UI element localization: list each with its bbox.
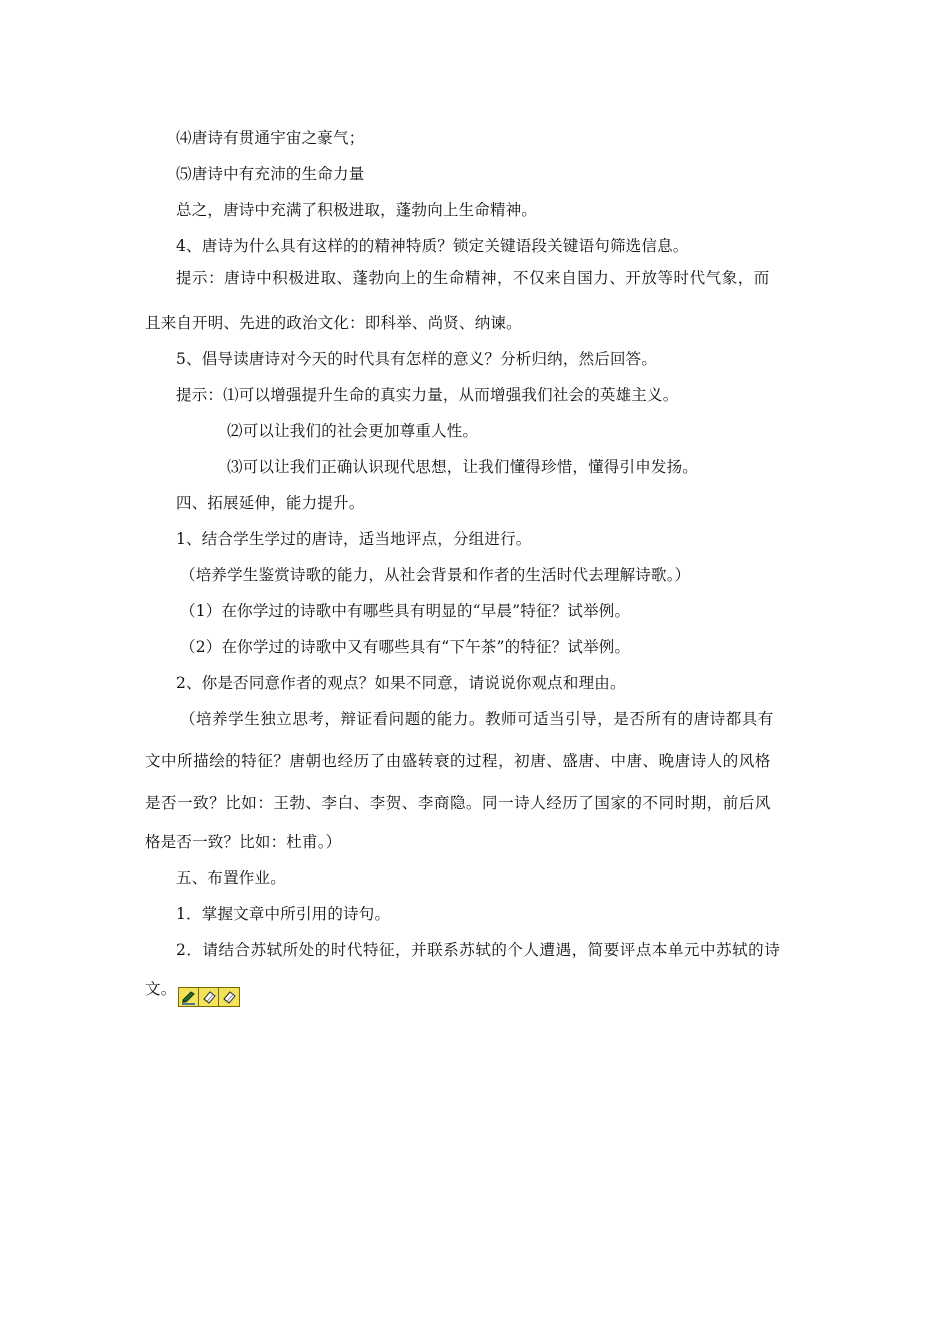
text-line: 文中所描绘的特征？唐朝也经历了由盛转衰的过程，初唐、盛唐、中唐、晚唐诗人的风格 [145,752,771,770]
text-line: 1、结合学生学过的唐诗，适当地评点，分组进行。 [176,530,532,548]
text-line: （1）在你学过的诗歌中有哪些具有明显的“早晨”特征？试举例。 [180,602,631,620]
section-heading: 五、布置作业。 [176,869,286,887]
text-line: 提示：⑴可以增强提升生命的真实力量，从而增强我们社会的英雄主义。 [176,386,679,404]
text-line: ⑷唐诗有贯通宇宙之豪气； [176,129,365,147]
text-line: （2）在你学过的诗歌中又有哪些具有“下午茶”的特征？试举例。 [180,638,631,656]
eraser-icon [199,988,219,1006]
text-line: 5、倡导读唐诗对今天的时代具有怎样的意义？分析归纳，然后回答。 [176,350,658,368]
text-line-with-icons [145,979,240,1007]
section-heading: 四、拓展延伸，能力提升。 [176,494,365,512]
text-line: 2．请结合苏轼所处的时代特征，并联系苏轼的个人遭遇，简要评点本单元中苏轼的诗 [176,941,781,959]
text-line: 是否一致？比如：王勃、李白、李贺、李商隐。同一诗人经历了国家的不同时期，前后风 [145,794,771,812]
text-line: ⑶可以让我们正确认识现代思想，让我们懂得珍惜，懂得引申发扬。 [227,458,699,476]
text-line: 1．掌握文章中所引用的诗句。 [176,905,391,923]
eraser-icon [219,988,239,1006]
text-line: （培养学生独立思考，辩证看问题的能力。教师可适当引导，是否所有的唐诗都具有 [180,710,774,728]
text-line: 总之，唐诗中充满了积极进取，蓬勃向上生命精神。 [176,201,538,219]
text-line: ⑸唐诗中有充沛的生命力量 [176,165,365,183]
text-line: 格是否一致？比如：杜甫。） [145,833,342,851]
text-line: ⑵可以让我们的社会更加尊重人性。 [227,422,479,440]
text-line: 且来自开明、先进的政治文化：即科举、尚贤、纳谏。 [145,314,522,332]
text-line: 4、唐诗为什么具有这样的的精神特质？锁定关键语段关键语句筛选信息。 [176,237,689,255]
text-line: （培养学生鉴赏诗歌的能力，从社会背景和作者的生活时代去理解诗歌。） [180,566,691,584]
pen-icon [179,988,199,1006]
icon-strip [178,987,240,1007]
text-line: 2、你是否同意作者的观点？如果不同意，请说说你观点和理由。 [176,674,626,692]
text-line: 提示：唐诗中积极进取、蓬勃向上的生命精神，不仅来自国力、开放等时代气象，而 [176,269,770,287]
text-span: 文。 [145,980,177,998]
